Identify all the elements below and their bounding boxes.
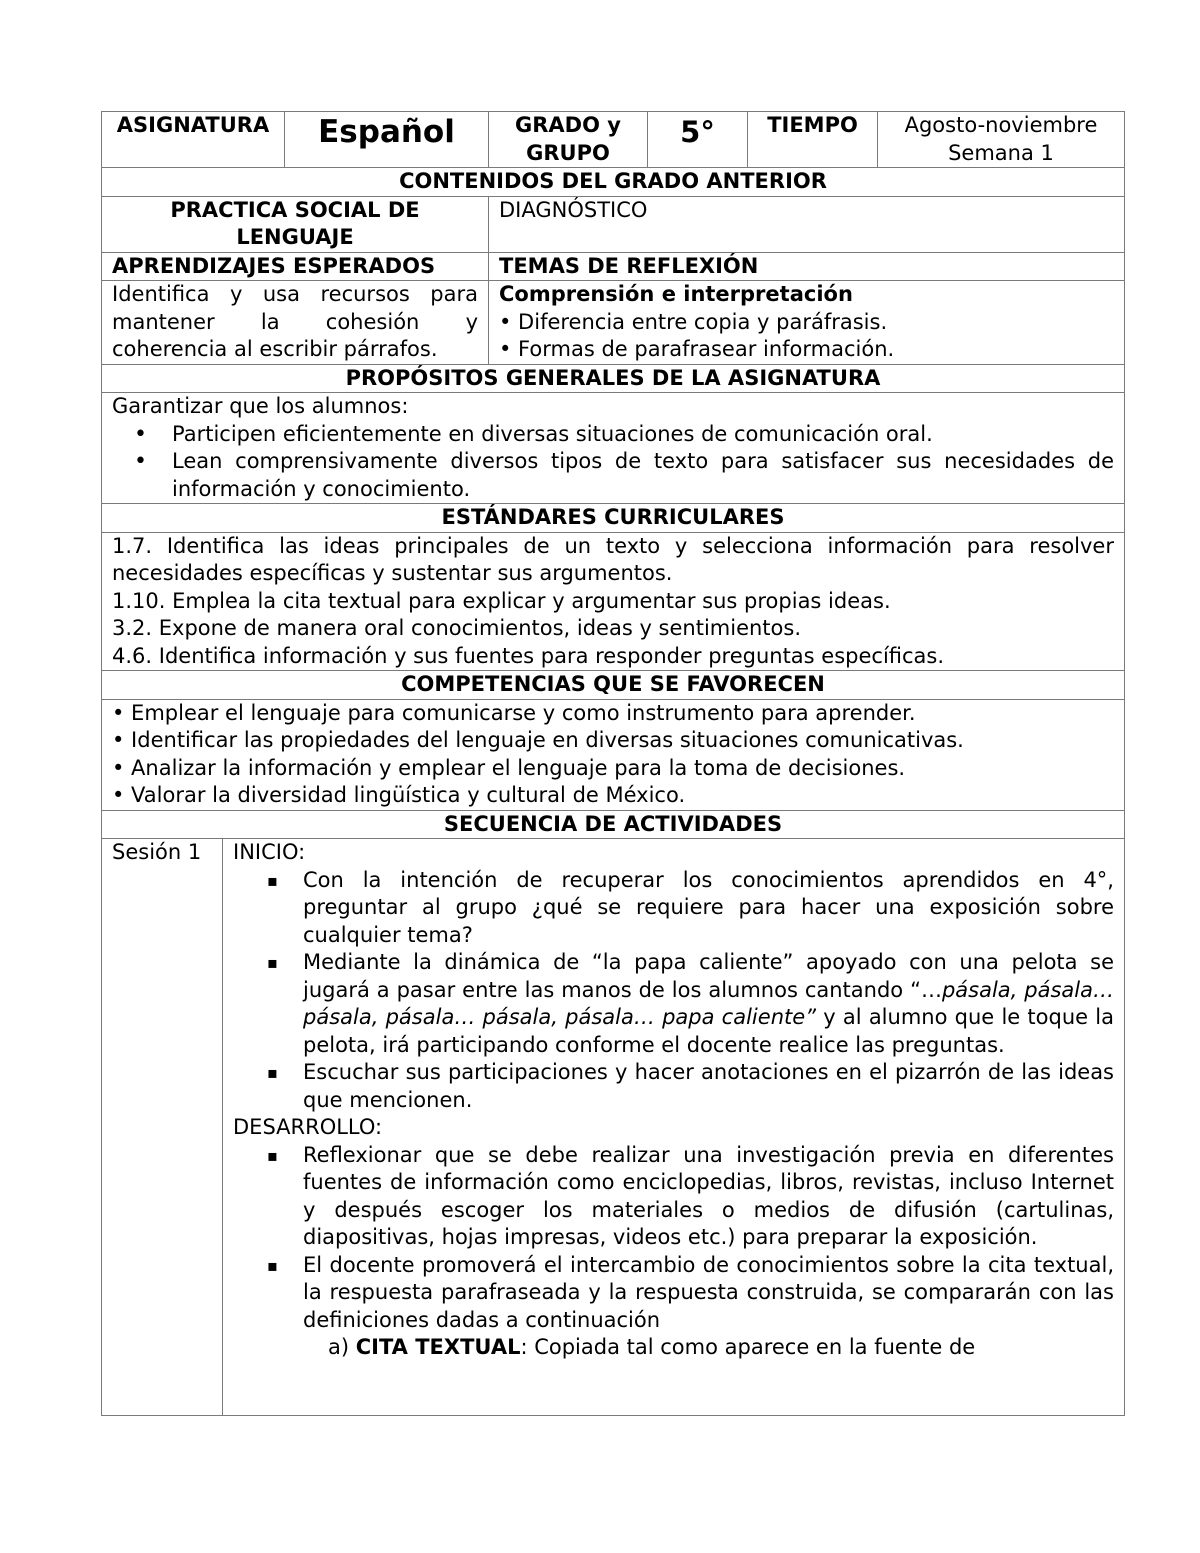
sequence-title: SECUENCIA DE ACTIVIDADES [102, 810, 1125, 839]
definition-term: CITA TEXTUAL [355, 1335, 521, 1359]
time-label: TIEMPO [748, 112, 878, 168]
purposes-list [112, 421, 1114, 504]
activity-item: ▪ Reflexionar que se debe realizar una investigación previa en diferentes fuentes de información como enciclopedias, libros, revistas, incluso Internet y después escoger los materiales o medios de difusión (cartulinas, diapositivas, hojas impresas, videos etc.) para preparar la exposición. [303, 1142, 1114, 1252]
purpose-item: • Participen eficientemente en diversas situaciones de comunicación oral. [172, 421, 1114, 449]
subject-value: Español [285, 112, 489, 168]
competency-item: • Valorar la diversidad lingüística y cultural de México. [112, 783, 686, 807]
time-value [878, 112, 1125, 168]
topic-item: • Diferencia entre copia y paráfrasis. [499, 309, 888, 334]
learning-label: APRENDIZAJES ESPERADOS [102, 252, 489, 281]
standard-item: 3.2. Expone de manera oral conocimientos, ideas y sentimientos. [112, 616, 802, 640]
time-value-months: Agosto-noviembre [904, 113, 1098, 137]
purposes-cell [102, 393, 1125, 504]
competency-item: • Identificar las propiedades del lenguaje en diversas situaciones comunicativas. [112, 728, 964, 752]
purposes-title: PROPÓSITOS GENERALES DE LA ASIGNATURA [102, 364, 1125, 393]
activity-item: ▪ Escuchar sus participaciones y hacer anotaciones en el pizarrón de las ideas que mencionen. [303, 1059, 1114, 1114]
activity-text: y al alumno que le toque la pelota, irá participando conforme el docente realice las preguntas. [303, 1005, 1114, 1057]
start-list [233, 867, 1114, 1115]
definition-text: : Copiada tal como aparece en la fuente de [520, 1335, 976, 1359]
song-lyrics: pásala, pásala…pásala, pásala… pásala, pásala… papa caliente” [303, 977, 1114, 1029]
activity-item [303, 949, 1114, 1059]
development-label: DESARROLLO: [233, 1115, 383, 1139]
topics-cell [489, 281, 1125, 365]
start-label: INICIO: [233, 840, 306, 864]
session-label: Sesión 1 [102, 839, 223, 1416]
development-list [233, 1142, 1114, 1335]
topics-title: Comprensión e interpretación [499, 282, 853, 306]
prev-contents-title: CONTENIDOS DEL GRADO ANTERIOR [102, 168, 1125, 197]
competency-item: • Analizar la información y emplear el lenguaje para la toma de decisiones. [112, 755, 906, 780]
learning-text: Identifica y usa recursos para mantener la cohesión y coherencia al escribir párrafos. [102, 281, 489, 365]
definition-item [233, 1334, 1114, 1362]
time-value-week: Semana 1 [948, 140, 1054, 165]
practice-label: PRACTICA SOCIAL DE LENGUAJE [102, 196, 489, 252]
grade-label: GRADO y GRUPO [489, 112, 648, 168]
competency-item: • Emplear el lenguaje para comunicarse y como instrumento para aprender. [112, 700, 916, 725]
activity-text: Mediante la dinámica de “la papa caliente” apoyado con una pelota se jugará a pasar entre las manos de los alumnos cantando “… [303, 950, 1114, 1002]
competencies-cell [102, 699, 1125, 810]
standard-item: 1.7. Identifica las ideas principales de un texto y selecciona información para resolver necesidades específicas y sustentar sus argumentos. [112, 533, 1114, 585]
activity-item: ▪ Con la intención de recuperar los conocimientos aprendidos en 4°, preguntar al grupo ¿qué se requiere para hacer una exposición sobre cualquier tema? [303, 867, 1114, 950]
grade-value: 5° [648, 112, 748, 168]
topic-item: • Formas de parafrasear información. [499, 337, 895, 361]
definition-marker: a) [328, 1335, 350, 1359]
session-activities [223, 839, 1125, 1416]
subject-label: ASIGNATURA [102, 112, 285, 168]
purpose-item: • Lean comprensivamente diversos tipos de texto para satisfacer sus necesidades de información y conocimiento. [172, 448, 1114, 503]
lesson-plan-document [101, 111, 1124, 1416]
purposes-intro: Garantizar que los alumnos: [112, 394, 409, 418]
competencies-title: COMPETENCIAS QUE SE FAVORECEN [102, 671, 1125, 700]
practice-value: DIAGNÓSTICO [489, 196, 1125, 252]
standards-title: ESTÁNDARES CURRICULARES [102, 504, 1125, 533]
activity-item: ▪ El docente promoverá el intercambio de conocimientos sobre la cita textual, la respuesta parafraseada y la respuesta construida, se compararán con las definiciones dadas a continuación [303, 1252, 1114, 1335]
lesson-plan-table [101, 111, 1125, 1416]
standard-item: 4.6. Identifica información y sus fuentes para responder preguntas específicas. [112, 643, 945, 668]
topics-label: TEMAS DE REFLEXIÓN [489, 252, 1125, 281]
standards-cell [102, 532, 1125, 671]
standard-item: 1.10. Emplea la cita textual para explicar y argumentar sus propias ideas. [112, 588, 891, 613]
header-row [102, 112, 1125, 168]
